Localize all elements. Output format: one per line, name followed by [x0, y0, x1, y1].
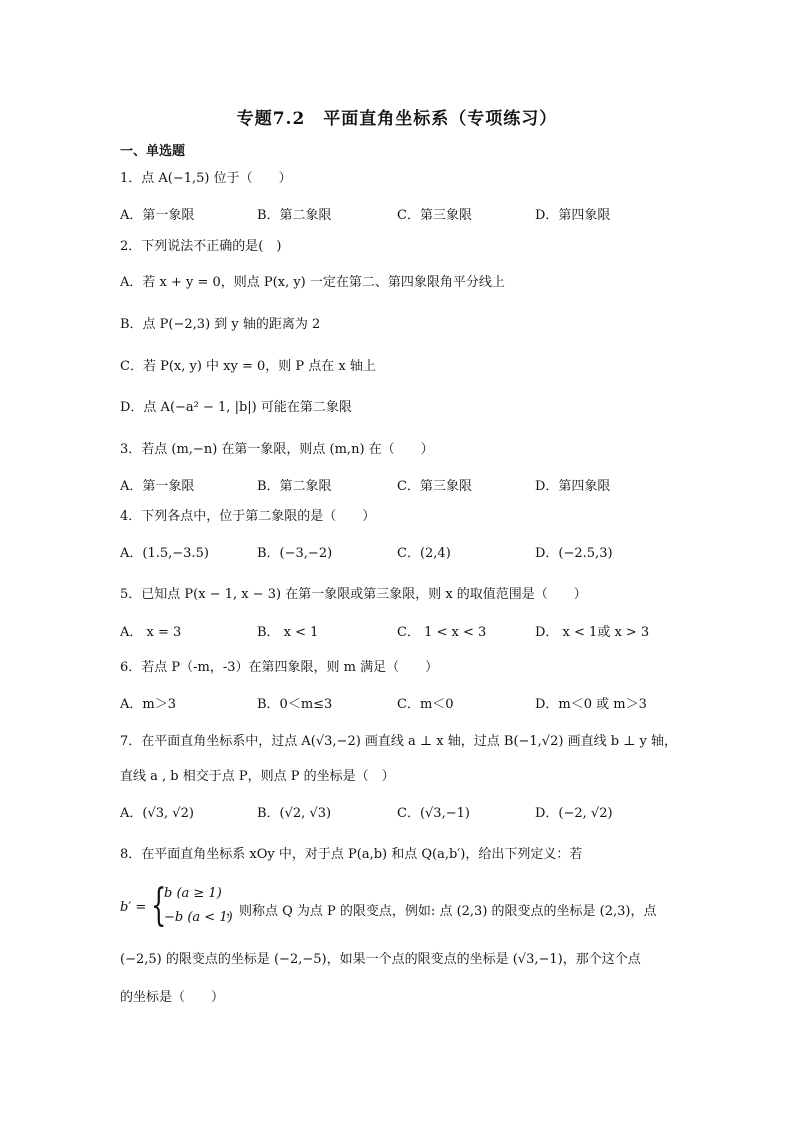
question-2-statement-a[interactable]: A．若 x + y = 0，则点 P(x, y) 一定在第二、第四象限角平分线上 — [120, 275, 505, 290]
option-c[interactable]: C．m＜0 — [397, 697, 454, 712]
question-6-options — [120, 696, 680, 716]
option-d[interactable]: D．(−2, √2) — [535, 806, 613, 821]
option-a[interactable]: A． x = 3 — [120, 625, 182, 640]
question-4-options — [120, 545, 680, 565]
question-1-stem: 1．点 A(−1,5) 位于（ ） — [120, 171, 292, 186]
option-b[interactable]: B．(−3,−2) — [257, 546, 333, 561]
option-b[interactable]: B．0＜m≤3 — [257, 697, 333, 712]
left-brace: { — [151, 880, 167, 931]
option-b[interactable]: B．第二象限 — [257, 479, 332, 494]
question-2-statement-d[interactable]: D．点 A(−a² − 1, |b|) 可能在第二象限 — [120, 400, 352, 415]
piecewise-case-2: −b (a < 1) — [164, 910, 233, 925]
option-b[interactable]: B．(√2, √3) — [257, 806, 332, 821]
option-c[interactable]: C．(2,4) — [397, 546, 451, 561]
option-d[interactable]: D．(−2.5,3) — [535, 546, 613, 561]
option-d[interactable]: D．第四象限 — [535, 479, 611, 494]
option-d[interactable]: D．第四象限 — [535, 208, 611, 223]
question-2-stem: 2．下列说法不正确的是( ) — [120, 239, 282, 254]
piecewise-lhs: b′ = — [120, 900, 147, 915]
question-4-stem: 4．下列各点中，位于第二象限的是（ ） — [120, 509, 376, 524]
question-1-options — [120, 207, 680, 227]
option-d[interactable]: D． x < 1或 x > 3 — [535, 625, 650, 640]
option-c[interactable]: C．第三象限 — [397, 479, 472, 494]
option-a[interactable]: A．m＞3 — [120, 697, 176, 712]
question-8-stem-line-4: 的坐标是（ ） — [120, 990, 225, 1005]
question-6-stem: 6．若点 P（-m，-3）在第四象限，则 m 满足（ ） — [120, 660, 439, 675]
option-c[interactable]: C． 1 < x < 3 — [397, 625, 487, 640]
question-7-options — [120, 805, 680, 825]
question-8-piecewise-definition — [120, 880, 680, 934]
option-b[interactable]: B．第二象限 — [257, 208, 332, 223]
option-a[interactable]: A．第一象限 — [120, 208, 195, 223]
question-2-statement-c[interactable]: C．若 P(x, y) 中 xy = 0，则 P 点在 x 轴上 — [120, 359, 376, 374]
option-a[interactable]: A．(√3, √2) — [120, 806, 194, 821]
option-a[interactable]: A．(1.5,−3.5) — [120, 546, 209, 561]
question-3-options — [120, 478, 680, 498]
option-c[interactable]: C．(√3,−1) — [397, 806, 470, 821]
option-b[interactable]: B． x < 1 — [257, 625, 319, 640]
question-3-stem: 3．若点 (m,−n) 在第一象限，则点 (m,n) 在（ ） — [120, 442, 434, 457]
question-7-stem-line-2: 直线 a , b 相交于点 P，则点 P 的坐标是（ ） — [120, 769, 395, 784]
piecewise-tail-text: ，则称点 Q 为点 P 的限变点，例如: 点 (2,3) 的限变点的坐标是 (2,3)，点 — [226, 904, 657, 919]
option-c[interactable]: C．第三象限 — [397, 208, 472, 223]
option-a[interactable]: A．第一象限 — [120, 479, 195, 494]
question-7-stem-line-1: 7．在平面直角坐标系中，过点 A(√3,−2) 画直线 a ⊥ x 轴，过点 B(−1,√2) 画直线 b ⊥ y 轴， — [120, 734, 677, 749]
question-2-statement-b[interactable]: B．点 P(−2,3) 到 y 轴的距离为 2 — [120, 317, 321, 332]
question-5-options — [120, 624, 680, 644]
option-d[interactable]: D．m＜0 或 m＞3 — [535, 697, 647, 712]
question-8-stem-line-1: 8．在平面直角坐标系 xOy 中，对于点 P(a,b) 和点 Q(a,b′)，给出下列定义：若 — [120, 847, 583, 862]
question-8-stem-line-3: (−2,5) 的限变点的坐标是 (−2,−5)，如果一个点的限变点的坐标是 (√3,−1)，那个这个点 — [120, 952, 641, 967]
piecewise-case-1: b (a ≥ 1) — [164, 886, 222, 901]
page-title: 专题7.2 平面直角坐标系（专项练习） — [236, 109, 558, 129]
question-5-stem: 5．已知点 P(x − 1, x − 3) 在第一象限或第三象限，则 x 的取值范围是（ ） — [120, 587, 587, 602]
section-heading: 一、单选题 — [120, 144, 186, 159]
